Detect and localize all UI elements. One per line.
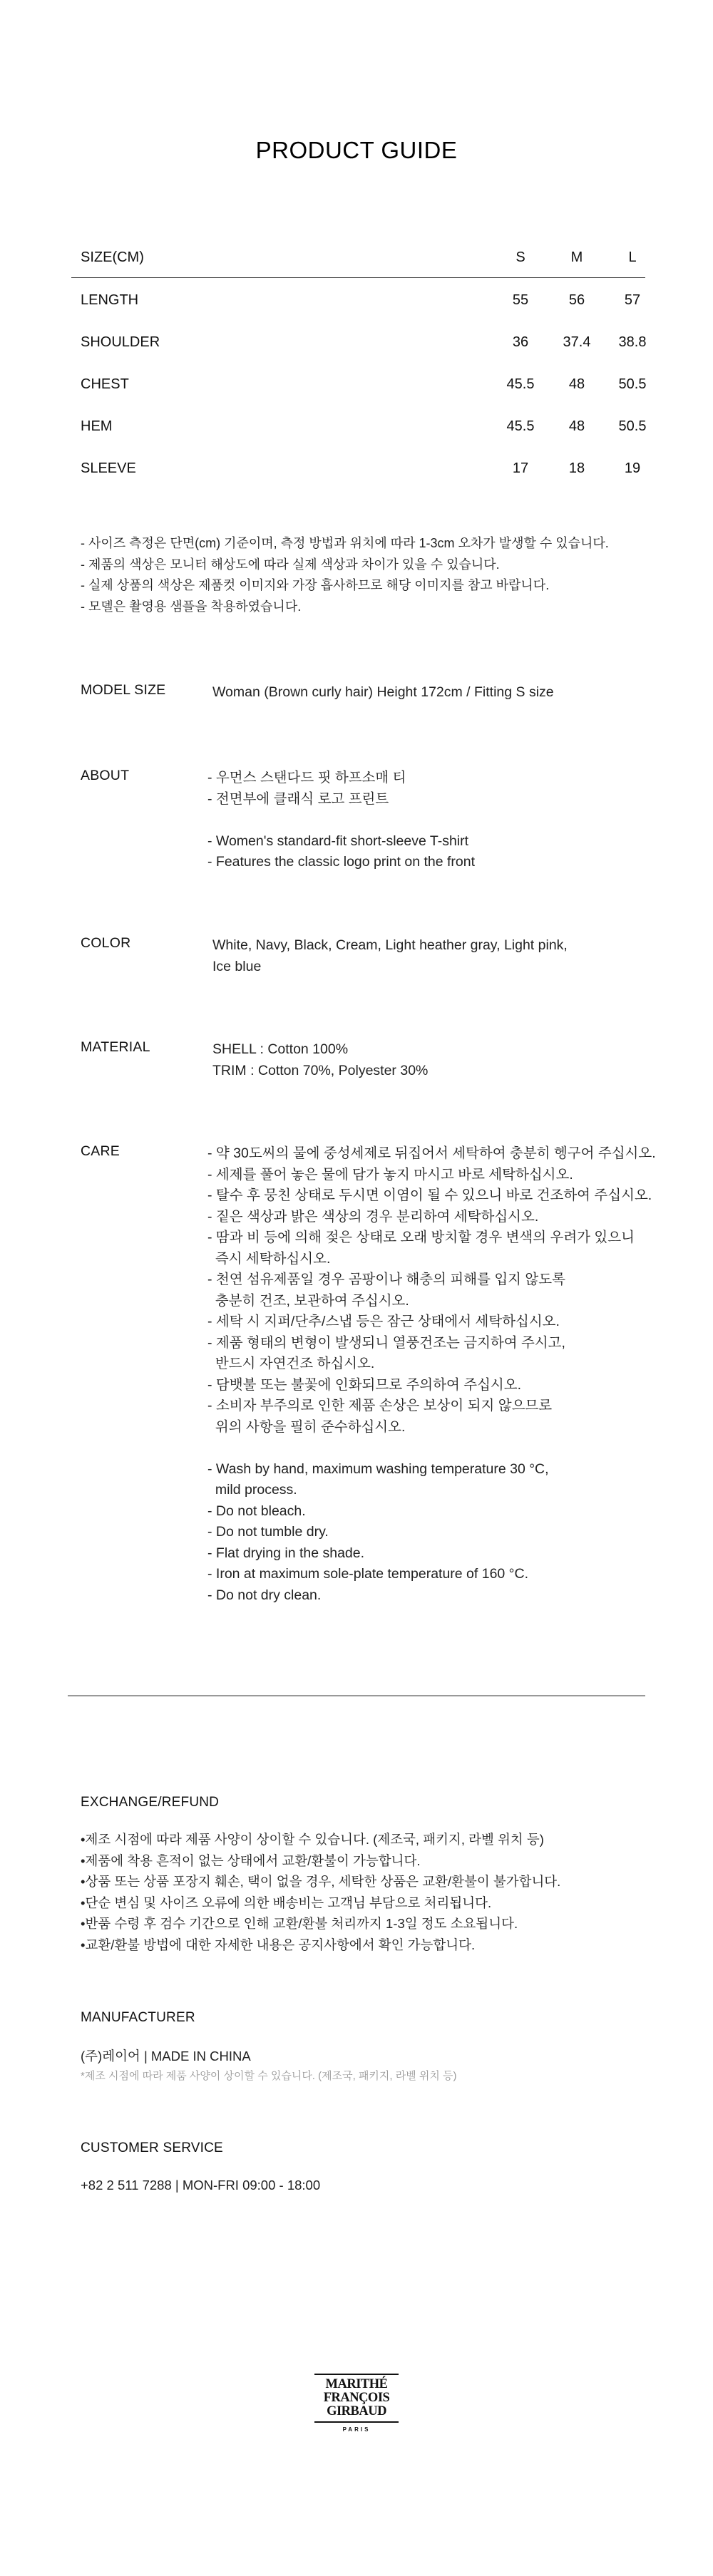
manufacturer-content: [81, 2046, 651, 2086]
logo-line: MARITHÉ: [325, 2377, 388, 2391]
color-line: Ice blue: [212, 958, 262, 974]
value-l: 57: [624, 292, 641, 308]
manufacturer-note: *제조 시점에 따라 제품 사양이 상이할 수 있습니다. (제조국, 패키지, 라벨 위치 등): [81, 2069, 457, 2082]
about-line: - Features the classic logo print on the front: [207, 854, 476, 870]
section-divider: [68, 1695, 645, 1696]
value-l: 50.5: [618, 418, 647, 434]
care-line: - 땀과 비 등에 의해 젖은 상태로 오래 방치할 경우 변색의 우려가 있으니: [207, 1230, 635, 1245]
value-l: 19: [624, 460, 641, 476]
customer-service-value: +82 2 511 7288 | MON-FRI 09:00 - 18:00: [81, 2178, 321, 2193]
measurement-name: SLEEVE: [81, 460, 136, 476]
value-l: 38.8: [618, 334, 647, 350]
care-line: - 소비자 부주의로 인한 제품 손상은 보상이 되지 않으므로: [207, 1398, 553, 1413]
value-m: 48: [568, 376, 585, 392]
care-line: - 세탁 시 지퍼/단추/스냅 등은 잠근 상태에서 세탁하십시오.: [207, 1314, 560, 1329]
note-line: - 실제 상품의 색상은 제품컷 이미지와 가장 흡사하므로 해당 이미지를 참고 바랍니다.: [81, 578, 550, 592]
size-table: [71, 246, 645, 488]
spacer: [207, 1438, 664, 1459]
about-line: - Women's standard-fit short-sleeve T-shirt: [207, 833, 469, 849]
color-line: White, Navy, Black, Cream, Light heather gray, Light pink,: [212, 937, 568, 953]
value-s: 36: [512, 334, 529, 350]
care-line: - Do not dry clean.: [207, 1587, 322, 1603]
table-row: [71, 446, 645, 488]
care-line: mild process.: [207, 1482, 297, 1498]
color-label: COLOR: [81, 935, 131, 951]
size-notes: [81, 533, 609, 617]
value-m: 56: [568, 292, 585, 308]
measurement-name: SHOULDER: [81, 334, 160, 350]
customer-service-label: CUSTOMER SERVICE: [81, 2140, 223, 2155]
size-header-m: M: [570, 249, 583, 265]
color-content: [212, 935, 669, 977]
customer-service-section: [81, 2140, 651, 2196]
measurement-name: CHEST: [81, 376, 129, 392]
material-label: MATERIAL: [81, 1039, 150, 1055]
care-line: - 세제를 풀어 놓은 물에 담가 놓지 마시고 바로 세탁하십시오.: [207, 1166, 573, 1183]
model-size-value: Woman (Brown curly hair) Height 172cm / Fitting S size: [212, 684, 554, 700]
care-line: 즉시 세탁하십시오.: [207, 1250, 331, 1267]
table-row: [71, 320, 645, 362]
logo-sub: PARIS: [342, 2426, 371, 2433]
exchange-label: EXCHANGE/REFUND: [81, 1795, 220, 1810]
care-line: - 짙은 색상과 밝은 색상의 경우 분리하여 세탁하십시오.: [207, 1208, 539, 1225]
exchange-line: •교환/환불 방법에 대한 자세한 내용은 공지사항에서 확인 가능합니다.: [81, 1937, 476, 1952]
size-header-label: SIZE(CM): [81, 249, 144, 265]
note-line: - 제품의 색상은 모니터 해상도에 따라 실제 색상과 차이가 있을 수 있습니다.: [81, 557, 500, 572]
page-title: PRODUCT GUIDE: [255, 137, 458, 163]
logo-line: GIRBAUD: [327, 2404, 386, 2418]
customer-service-content: [81, 2175, 651, 2196]
manufacturer-value: (주)레이어 | MADE IN CHINA: [81, 2049, 251, 2064]
value-m: 18: [568, 460, 585, 476]
manufacturer-label: MANUFACTURER: [81, 2010, 195, 2025]
care-line: - 약 30도씨의 물에 중성세제로 뒤집어서 세탁하여 충분히 헹구어 주십시오.: [207, 1145, 656, 1161]
logo-top-rule: [314, 2374, 399, 2375]
care-line: - 담뱃불 또는 불꽃에 인화되므로 주의하여 주십시오.: [207, 1376, 521, 1393]
care-line: 충분히 건조, 보관하여 주십시오.: [207, 1292, 409, 1309]
table-row: [71, 362, 645, 404]
care-label: CARE: [81, 1143, 120, 1159]
measurement-name: LENGTH: [81, 292, 139, 308]
value-m: 48: [568, 418, 585, 434]
care-line: - 제품 형태의 변형이 발생되니 열풍건조는 금지하여 주시고,: [207, 1334, 565, 1351]
care-line: 반드시 자연건조 하십시오.: [207, 1356, 375, 1371]
care-line: - 탈수 후 뭉친 상태로 두시면 이염이 될 수 있으니 바로 건조하여 주십시오.: [207, 1187, 652, 1203]
exchange-line: •상품 또는 상품 포장지 훼손, 택이 없을 경우, 세탁한 상품은 교환/환불이 불가합니다.: [81, 1874, 561, 1889]
material-line: TRIM : Cotton 70%, Polyester 30%: [212, 1062, 429, 1078]
material-line: SHELL : Cotton 100%: [212, 1041, 349, 1057]
exchange-line: •반품 수령 후 검수 기간으로 인해 교환/환불 처리까지 1-3일 정도 소요됩니다.: [81, 1916, 518, 1931]
exchange-content: [81, 1829, 651, 1955]
value-s: 17: [512, 460, 529, 476]
manufacturer-section: [81, 2010, 651, 2086]
about-line: - 전면부에 클래식 로고 프린트: [207, 790, 389, 807]
size-table-header: [71, 246, 645, 278]
material-content: [212, 1039, 669, 1081]
care-line: - Iron at maximum sole-plate temperature of 160 °C.: [207, 1566, 528, 1582]
exchange-section: [81, 1795, 651, 1955]
care-line: 위의 사항을 필히 준수하십시오.: [207, 1418, 406, 1435]
about-line: - 우먼스 스탠다드 핏 하프소매 티: [207, 770, 406, 785]
value-s: 45.5: [506, 376, 535, 392]
logo-bottom-rule: [314, 2421, 399, 2423]
model-size-value-block: [212, 682, 669, 704]
about-content: [207, 768, 664, 873]
value-m: 37.4: [563, 334, 591, 350]
note-line: - 모델은 촬영용 샘플을 착용하였습니다.: [81, 599, 302, 614]
value-l: 50.5: [618, 376, 647, 392]
table-row: [71, 404, 645, 446]
value-s: 45.5: [506, 418, 535, 434]
exchange-line: •단순 변심 및 사이즈 오류에 의한 배송비는 고객님 부담으로 처리됩니다.: [81, 1895, 492, 1910]
size-header-l: L: [628, 249, 637, 265]
about-label: ABOUT: [81, 768, 130, 783]
size-header-s: S: [515, 249, 525, 265]
exchange-line: •제품에 착용 흔적이 없는 상태에서 교환/환불이 가능합니다.: [81, 1853, 421, 1868]
care-line: - Do not bleach.: [207, 1503, 306, 1519]
table-row: [71, 278, 645, 320]
care-line: - 천연 섬유제품일 경우 곰팡이나 해충의 피해를 입지 않도록: [207, 1272, 565, 1287]
measurement-name: HEM: [81, 418, 113, 434]
care-line: - Wash by hand, maximum washing temperature 30 °C,: [207, 1460, 549, 1477]
model-size-label: MODEL SIZE: [81, 682, 166, 698]
note-line: - 사이즈 측정은 단면(cm) 기준이며, 측정 방법과 위치에 따라 1-3cm 오차가 발생할 수 있습니다.: [81, 536, 609, 550]
spacer: [207, 810, 664, 831]
exchange-line: •제조 시점에 따라 제품 사양이 상이할 수 있습니다. (제조국, 패키지, 라벨 위치 등): [81, 1832, 544, 1847]
care-line: - Flat drying in the shade.: [207, 1545, 365, 1561]
value-s: 55: [512, 292, 529, 308]
logo-line: FRANÇOIS: [323, 2391, 390, 2405]
care-line: - Do not tumble dry.: [207, 1524, 329, 1540]
care-content: [207, 1143, 664, 1606]
brand-logo: [304, 2374, 409, 2433]
